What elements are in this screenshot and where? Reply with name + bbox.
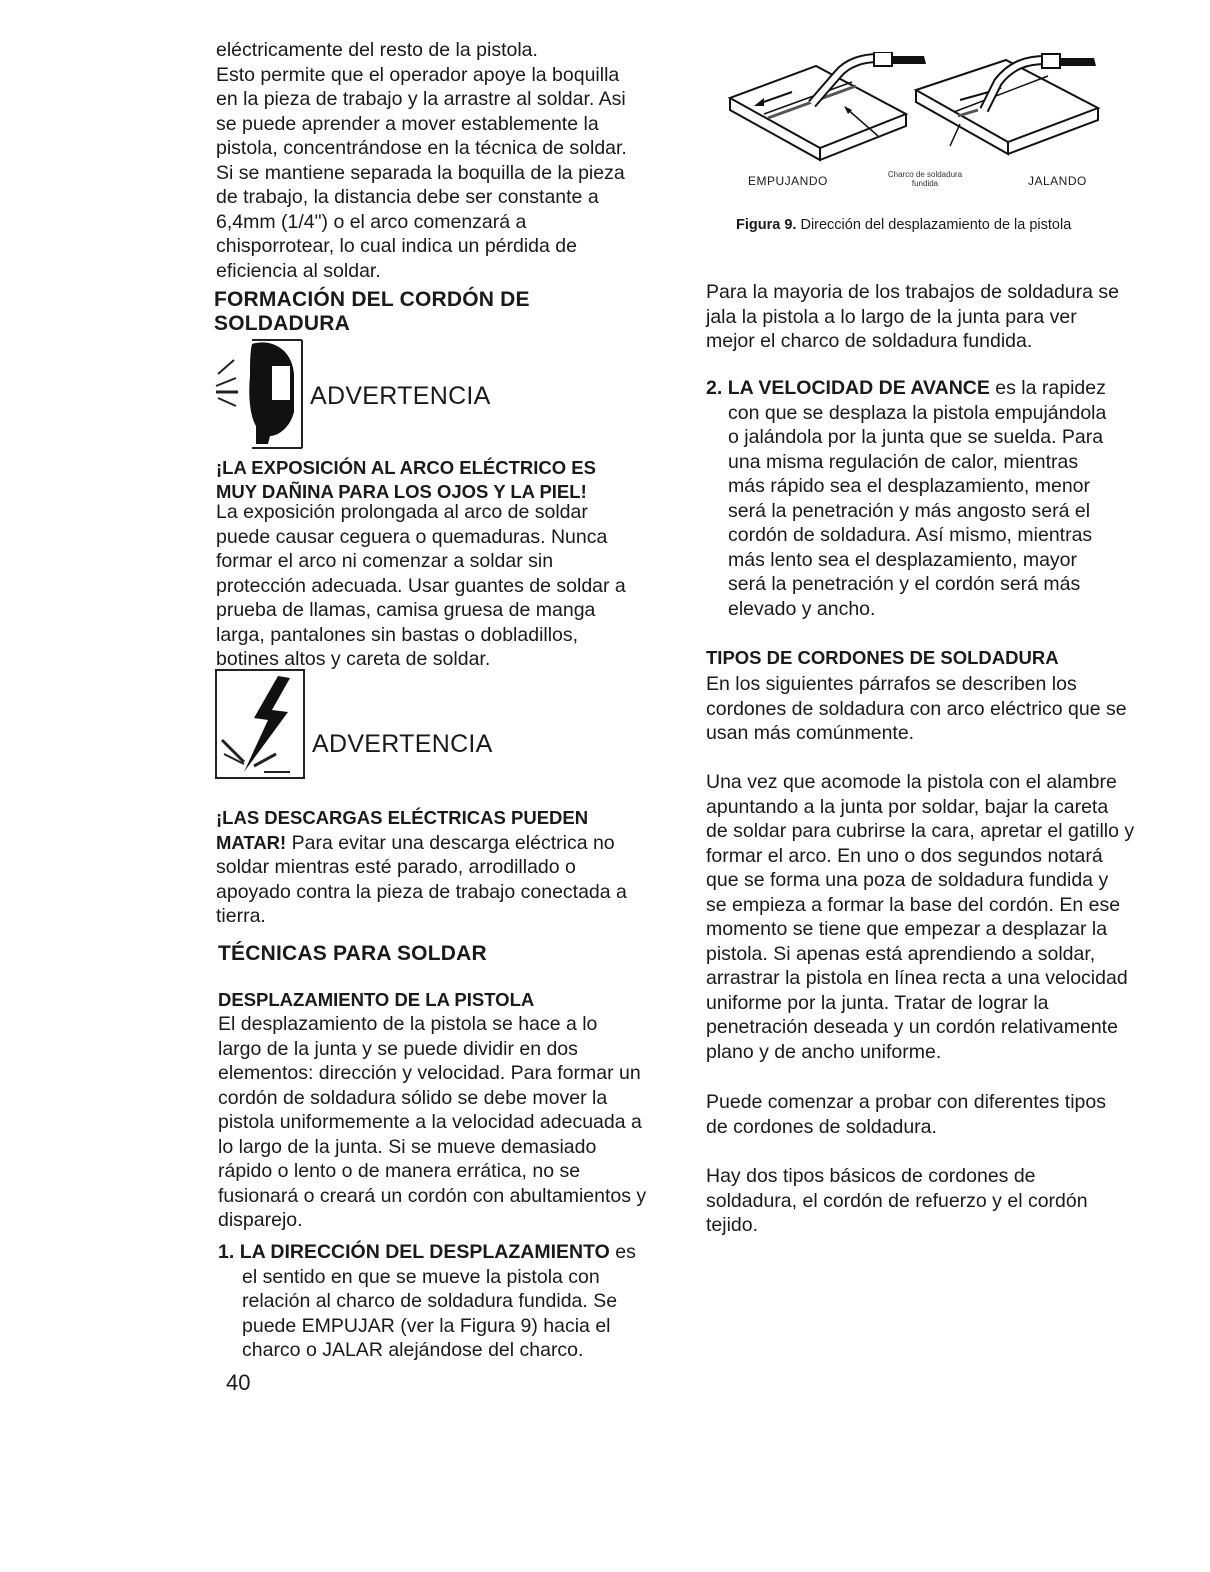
warning-title-2: ADVERTENCIA: [312, 730, 493, 758]
pull-paragraph: Para la mayoria de los trabajos de soldadura se jala la pistola a lo largo de la junta para ver mejor el charco de soldadura fundida.: [706, 281, 1119, 352]
warning-heading-1: ¡LA EXPOSICIÓN AL ARCO ELÉCTRICO ES MUY DAÑINA PARA LOS OJOS Y LA PIEL!: [216, 457, 596, 502]
technique-paragraph: Una vez que acomode la pistola con el alambre apuntando a la junta por soldar, bajar la careta de soldar para cubrirse la cara, apretar el gatillo y formar el arco. En uno o dos segundos notará que se forma una poza de soldadura fundida y se empieza a formar la base del cordón. En ese momento se tiene que empezar a desplazar la pistola. Si apenas está aprendiendo a soldar, arrastrar la pistola en línea recta a una velocidad uniforme por la junta. Tratar de lograr la penetración deseada y un cordón relativamente plano y de ancho uniforme.: [706, 771, 1135, 1063]
direction-item: 1. LA DIRECCIÓN DEL DESPLAZAMIENTO es el sentido en que se mueve la pistola con relación al charco de soldadura fundida. Se puede EMPUJAR (ver la Figura 9) hacia el charco o JALAR alejándose del charco.: [218, 1241, 636, 1361]
figure-label-puddle: Charco de soldadura fundida: [887, 170, 963, 188]
electric-shock-icon: [214, 668, 306, 780]
desplazamiento-heading: DESPLAZAMIENTO DE LA PISTOLA: [218, 989, 535, 1010]
warning-body-1: La exposición prolongada al arco de soldar puede causar ceguera o quemaduras. Nunca formar el arco ni comenzar a soldar sin protección adecuada. Usar guantes de soldar a prueba de llamas, camisa gruesa de manga larga, pantalones sin bastas o dobladillos, botines altos y careta de soldar.: [216, 501, 626, 670]
try-paragraph: Puede comenzar a probar con diferentes tipos de cordones de soldadura.: [706, 1091, 1106, 1138]
figure-label-push: EMPUJANDO: [748, 174, 828, 188]
speed-item: 2. LA VELOCIDAD DE AVANCE es la rapidez con que se desplaza la pistola empujándola o jalándola por la junta que se suelda. Para una misma regulación de calor, mientras más rápido sea el desplazamiento, menor será la penetración y más angosto será el cordón de soldadura. Así mismo, mientras más lento sea el desplazamiento, mayor será la penetración y el cordón será más elevado y ancho.: [706, 377, 1107, 620]
tecnicas-heading: TÉCNICAS PARA SOLDAR: [218, 942, 487, 965]
page-number: 40: [226, 1370, 251, 1395]
figure-9-illustration: [728, 52, 1116, 170]
face-shield-icon: [212, 336, 304, 452]
figure-label-pull: JALANDO: [1028, 174, 1087, 188]
tipos-paragraph: En los siguientes párrafos se describen los cordones de soldadura con arco eléctrico que se usan más comúnmente.: [706, 673, 1127, 744]
types-paragraph: Hay dos tipos básicos de cordones de soldadura, el cordón de refuerzo y el cordón tejido.: [706, 1165, 1088, 1236]
push-plate: [730, 66, 906, 160]
desplazamiento-paragraph: El desplazamiento de la pistola se hace a lo largo de la junta y se puede dividir en dos elementos: dirección y velocidad. Para formar un cordón de soldadura sólido se debe mover la pistola uniformemente a la velocidad adecuada a lo largo de la junta. Si se mueve demasiado rápido o lento o de manera errática, no se fusionará o creará un cordón con abultamientos y disparejo.: [218, 1013, 647, 1231]
warning-title-1: ADVERTENCIA: [310, 382, 491, 410]
intro-paragraph: eléctricamente del resto de la pistola. Esto permite que el operador apoye la boquilla en la pieza de trabajo y la arrastre al soldar. Asi se puede aprender a mover establemente la pistola, concentrándose en la técnica de soldar. Si se mantiene separada la boquilla de la pieza de trabajo, la distancia debe ser constante a 6,4mm (1/4") o el arco comenzará a chisporrotear, lo cual indica un pérdida de eficiencia al soldar.: [216, 39, 627, 282]
warning-body-2: ¡LAS DESCARGAS ELÉCTRICAS PUEDEN MATAR! Para evitar una descarga eléctrica no soldar mientras esté parado, arrodillado o apoyado contra la pieza de trabajo conectada a tierra.: [216, 807, 627, 927]
formation-heading: FORMACIÓN DEL CORDÓN DE SOLDADURA: [214, 288, 530, 335]
figure-caption: Figura 9. Dirección del desplazamiento de la pistola: [736, 217, 1072, 233]
tipos-heading: TIPOS DE CORDONES DE SOLDADURA: [706, 647, 1059, 668]
